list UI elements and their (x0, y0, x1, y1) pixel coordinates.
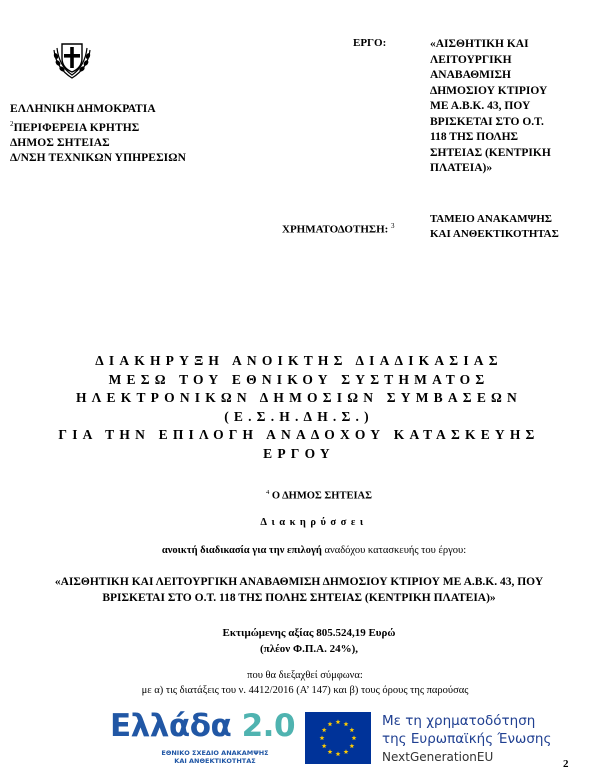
project-value: «ΑΙΣΘΗΤΙΚΗ ΚΑΙ ΛΕΙΤΟΥΡΓΙΚΗ ΑΝΑΒΑΘΜΙΣΗ ΔΗΜΟΣΙΟΥ ΚΤΙΡΙΟΥ ΜΕ Α.Β.Κ. 43, ΠΟΥ ΒΡΙΣΚΕΤΑΙ ΣΤΟ Ο.Τ. 118 ΤΗΣ ΠΟΛΗΣ ΣΗΤΕΙΑΣ (ΚΕΝΤΡΙΚΗ ΠΛΑΤΕΙΑ)» (430, 38, 551, 174)
eu-flag-icon (305, 712, 371, 764)
legal-basis: που θα διεξαχθεί σύμφωνα: με α) τις διατάξεις του ν. 4412/2016 (Α’ 147) και β) τους όρους της παρούσας (141, 670, 469, 696)
greece-2-0-logo: Ελλάδα 2.0 ΕΘΝΙΚΟ ΣΧΕΔΙΟ ΑΝΑΚΑΜΨΗΣ ΚΑΙ ΑΝΘΕΚΤΙΚΟΤΗΤΑΣ (110, 708, 296, 765)
document-title: ΔΙΑΚΗΡΥΞΗ ΑΝΟΙΚΤΗΣ ΔΙΑΔΙΚΑΣΙΑΣ ΜΕΣΩ ΤΟΥ ΕΘΝΙΚΟΥ ΣΥΣΤΗΜΑΤΟΣ ΗΛΕΚΤΡΟΝΙΚΩΝ ΔΗΜΟΣΙΩΝ ΣΥΜΒΑΣΕΩΝ (Ε.Σ.Η.ΔΗ.Σ.) ΓΙΑ ΤΗΝ ΕΠΙΛΟΓΗ ΑΝΑΔΟΧΟΥ ΚΑΤΑΣΚΕΥΗΣ ΕΡΓΟΥ (58, 353, 540, 461)
announcer: $^4$ Ο ΔΗΜΟΣ ΣΗΤΕΙΑΣ (266, 489, 372, 502)
project-label: ΕΡΓΟ: (353, 37, 387, 49)
footnote-marker-2: 2 (10, 120, 14, 128)
greek-coat-of-arms-icon (50, 38, 94, 82)
header-line-directorate: Δ/ΝΣΗ ΤΕΧΝΙΚΩΝ ΥΠΗΡΕΣΙΩΝ (10, 151, 186, 164)
header-line-republic: ΕΛΛΗΝΙΚΗ ΔΗΜΟΚΡΑΤΙΑ (10, 103, 156, 115)
declares-heading: Διακηρύσσει (260, 517, 368, 528)
funding-label: ΧΡΗΜΑΤΟΔΟΤΗΣΗ: $^3$ (282, 222, 395, 236)
issuing-authority-header (10, 102, 186, 166)
project-full-title: «ΑΙΣΘΗΤΙΚΗ ΚΑΙ ΛΕΙΤΟΥΡΓΙΚΗ ΑΝΑΒΑΘΜΙΣΗ ΔΗΜΟΣΙΟΥ ΚΤΙΡΙΟΥ ΜΕ Α.Β.Κ. 43, ΠΟΥ ΒΡΙΣΚΕΤΑΙ ΣΤΟ Ο.Τ. 118 ΤΗΣ ΠΟΛΗΣ ΣΗΤΕΙΑΣ (ΚΕΝΤΡΙΚΗ ΠΛΑΤΕΙΑ)» (54, 576, 544, 604)
funding-value: ΤΑΜΕΙΟ ΑΝΑΚΑΜΨΗΣ ΚΑΙ ΑΝΘΕΚΤΙΚΟΤΗΤΑΣ (430, 213, 559, 240)
footnote-marker-4: 4 (266, 489, 270, 496)
eu-funding-logo: Με τη χρηματοδότηση της Ευρωπαϊκής Ένωσης NextGenerationEU (305, 712, 575, 774)
estimated-value: Εκτιμώμενης αξίας 805.524,19 Ευρώ (πλέον Φ.Π.Α. 24%), (222, 627, 396, 655)
footnote-marker-3: 3 (391, 222, 395, 230)
header-line-municipality: ΔΗΜΟΣ ΣΗΤΕΙΑΣ (10, 136, 110, 149)
header-line-region: $^2$ΠΕΡΙΦΕΡΕΙΑ ΚΡΗΤΗΣ (10, 120, 140, 134)
page-number: 2 (563, 758, 569, 770)
procedure-text: ανοικτή διαδικασία για την επιλογή αναδόχου κατασκευής του έργου: (161, 545, 467, 556)
